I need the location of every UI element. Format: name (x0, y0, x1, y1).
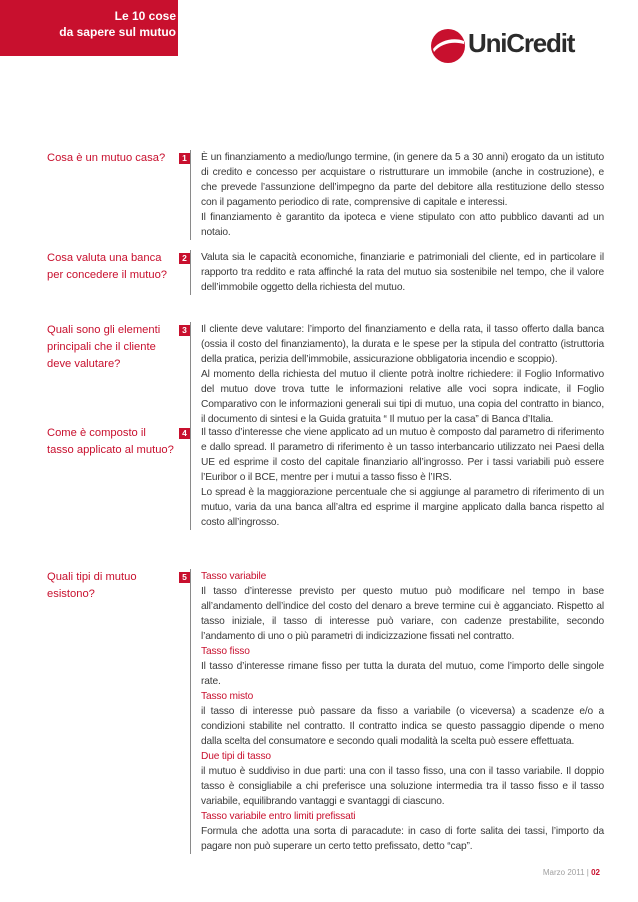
answer-1 (190, 150, 604, 240)
type-title: Tasso misto (201, 691, 254, 702)
logo-wordmark: UniCredit (468, 28, 575, 58)
header-title-line1: Le 10 cose (114, 9, 176, 23)
answer-4 (190, 425, 604, 530)
footer-date: Marzo 2011 (542, 868, 585, 877)
question-3: Quali sono gli elementi principali che il cliente deve valutare? (47, 324, 161, 370)
page-number: 02 (591, 868, 600, 877)
type-title: Tasso variabile entro limiti prefissati (201, 811, 356, 822)
type-description: il mutuo è suddiviso in due parti: una con il tasso fisso, una con il tasso variabile. Il doppio tasso è consigliabile a chi preferisce una soluzione intermedia tra il tasso fisso e il tasso variabile, equilibrando vantaggi e svantaggi di ciascuno. (201, 766, 604, 807)
question-1: Cosa è un mutuo casa? (47, 152, 166, 164)
footer-separator: | (586, 868, 589, 877)
answer-4-paragraph: Il tasso d’interesse che viene applicato ad un mutuo è composto dal parametro di riferimento e dallo spread. Il parametro di riferimento è un tasso interbancario utilizzato nei Paesi della UE ed esprime il costo del capitale finanziario all’ingrosso. Per i tassi variabili può essere l’Euribor o il BCE, mentre per i mutui a tasso fisso è l’IRS. (201, 427, 604, 483)
item-number-1: 1 (179, 153, 190, 164)
answer-5 (190, 569, 604, 854)
question-2: Cosa valuta una banca per concedere il mutuo? (47, 252, 168, 281)
type-description: Il tasso d’interesse rimane fisso per tutta la durata del mutuo, come l’importo delle singole rate. (201, 661, 604, 687)
type-title: Tasso fisso (201, 646, 250, 657)
answer-2-paragraph: Valuta sia le capacità economiche, finanziarie e patrimoniali del cliente, ed in particolare il rapporto tra reddito e rata affinché la rata del mutuo sia sostenibile nel tempo, che il valore dell’immobile oggetto della richiesta del mutuo. (201, 252, 604, 293)
item-number-4: 4 (179, 428, 190, 439)
question-4: Come è composto il tasso applicato al mutuo? (47, 427, 174, 456)
answer-4-paragraph: Lo spread è la maggiorazione percentuale che si aggiunge al parametro di riferimento di un mutuo, varia da una banca all’altra ed esprime il margine applicato dalla banca rispetto al costo all’ingrosso. (201, 487, 604, 528)
answer-3 (190, 322, 604, 427)
type-description: il tasso di interesse può passare da fisso a variabile (o viceversa) a scadenze e/o a condizioni stabilite nel contratto. Il contratto indica se questo passaggio dipende o meno dalla scelta del consumatore e secondo quali modalità la scelta può essere effettuata. (201, 706, 604, 747)
answer-2 (190, 250, 604, 295)
item-number-3: 3 (179, 325, 190, 336)
type-title: Tasso variabile (201, 571, 267, 582)
item-number-2: 2 (179, 253, 190, 264)
unicredit-logo (430, 24, 600, 68)
header-title-line2: da sapere sul mutuo (59, 25, 176, 39)
answer-3-paragraph: Il cliente deve valutare: l’importo del finanziamento e della rata, il tasso offerto dalla banca (ossia il costo del finanziamento), la durata e le spese per la stipula del contratto (istruttoria della pratica, perizia dell’immobile, assicurazione obbligatoria incendio e scoppio). (201, 324, 604, 365)
type-title: Due tipi di tasso (201, 751, 271, 762)
unicredit-logo-icon (430, 28, 466, 64)
type-description: Formula che adotta una sorta di paracadute: in caso di forte salita dei tassi, l’importo da pagare non può superare un certo tetto prefissato, detto “cap”. (201, 826, 604, 852)
question-5: Quali tipi di mutuo esistono? (47, 571, 137, 600)
type-description: Il tasso d’interesse previsto per questo mutuo può modificare nel tempo in base all’andamento dell’indice del costo del denaro a breve termine cui è agganciato. Rispetto al tasso iniziale, il tasso di interesse può variare, con cadenze prestabilite, secondo l’andamento di uno o più parametri di indicizzazione fissati nel contratto. (201, 586, 604, 642)
answer-3-paragraph: Al momento della richiesta del mutuo il cliente potrà inoltre richiedere: il Foglio Informativo del mutuo dove trova tutte le informazioni relative alle voci sopra indicate, il Foglio Comparativo con le informazioni generali sui tipi di mutuo, una copia del contratto in bianco, il documento di sintesi e la Guida gratuita “ Il mutuo per la casa” di Banca d’Italia. (201, 369, 604, 425)
item-number-5: 5 (179, 572, 190, 583)
page-footer (543, 868, 600, 877)
answer-1-paragraph: Il finanziamento è garantito da ipoteca e viene stipulato con atto pubblico davanti ad un notaio. (201, 212, 604, 238)
answer-1-paragraph: È un finanziamento a medio/lungo termine, (in genere da 5 a 30 anni) erogato da un istituto di credito e concesso per acquistare o ristrutturare un immobile (anche in costruzione), e che prevede l’assunzione dell’impegno da parte del debitore alla restituzione dello stesso con il pagamento periodico di rate, comprensive di capitale e interessi. (201, 152, 604, 208)
